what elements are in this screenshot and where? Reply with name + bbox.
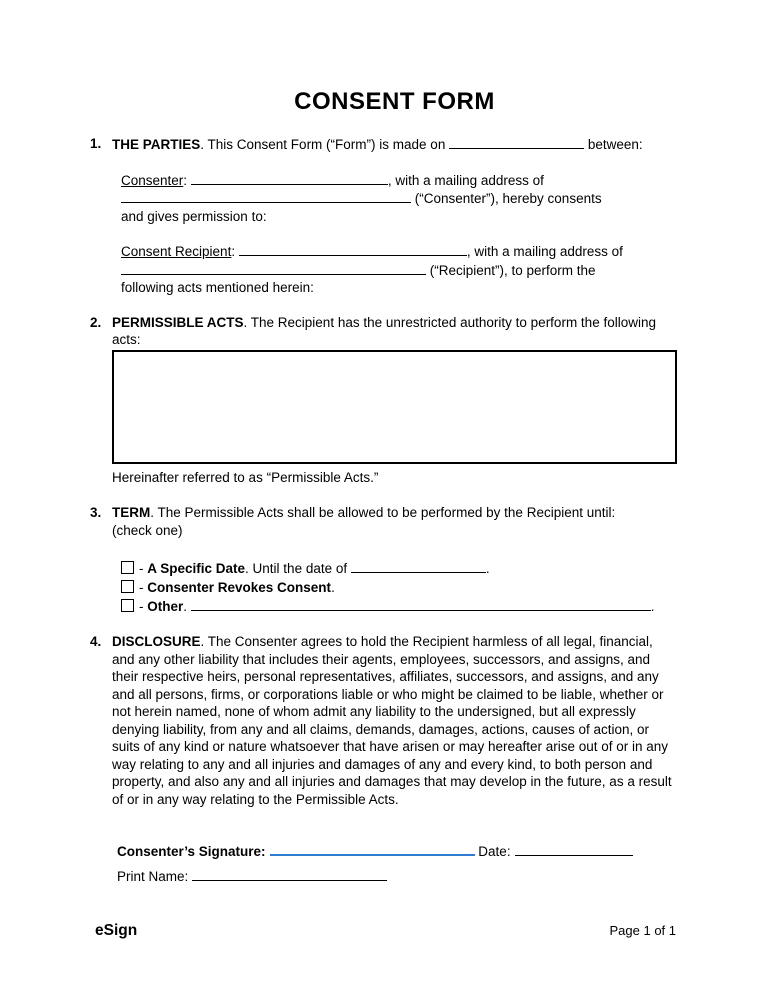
- consenter-line2: [121, 189, 677, 208]
- consenter-line3: and gives permission to:: [121, 208, 267, 224]
- recipient-colon: :: [231, 244, 239, 259]
- consenter-line2-tail: (“Consenter”), hereby consents: [411, 191, 602, 206]
- permissible-acts-heading: PERMISSIBLE ACTS: [112, 314, 244, 330]
- consenter-name-blank[interactable]: [191, 171, 388, 185]
- term-text: . The Permissible Acts shall be allowed to be performed by the Recipient until:: [150, 505, 616, 520]
- recipient-label: Consent Recipient: [121, 244, 232, 259]
- signature-label: Consenter’s Signature:: [117, 844, 266, 859]
- section-number: 2.: [90, 314, 102, 330]
- option-tail: .: [650, 599, 655, 614]
- date-label: Date:: [478, 844, 511, 859]
- page-footer: [95, 922, 676, 940]
- permissible-acts-note: Hereinafter referred to as “Permissible Acts.”: [112, 469, 379, 485]
- term-check-one: (check one): [112, 522, 183, 538]
- page-title: CONSENT FORM: [294, 88, 495, 115]
- made-on-date-blank[interactable]: [449, 135, 584, 149]
- disclosure-text: . The Consenter agrees to hold the Recipient harmless of all legal, financial, and any other liability that includes their agents, employees, successors, and assigns, and their respective heirs, personal representatives, affiliates, successors, and assigns, and any and all persons, firms, or corporations liable or who might be claimed to be liable, whether or not herein named, none of whom admit any liability to the undersigned, but all expressly denying liability, from any and all claims, demands, damages, actions, causes of action, or suits of any kind or nature whatsoever that have arisen or may hereafter arise out of or in any way relating to any and all injuries and damages of any and every kind, to both person and property, and also any and all injuries and damages that may develop in the future, as a result of or in any way relating to the Permissible Acts.: [112, 634, 672, 807]
- option-label-other: Other: [147, 599, 184, 614]
- page-number: Page 1 of 1: [609, 923, 676, 938]
- other-term-blank[interactable]: [191, 597, 651, 611]
- recipient-block: [121, 242, 677, 297]
- checkbox-other[interactable]: [121, 599, 134, 612]
- print-name-row: [117, 867, 677, 886]
- recipient-address-blank[interactable]: [121, 261, 426, 275]
- signature-row: [117, 841, 677, 861]
- consenter-address-blank[interactable]: [121, 189, 411, 203]
- consenter-colon: :: [183, 172, 191, 188]
- recipient-line2-tail: (“Recipient”), to perform the: [426, 262, 596, 278]
- term-option-revoke: [121, 578, 677, 597]
- section-term: [90, 504, 677, 616]
- consenter-line1-tail: , with a mailing address of: [387, 172, 544, 188]
- consenter-line1: [121, 171, 677, 190]
- recipient-name-blank[interactable]: [239, 242, 467, 256]
- option-label-revoke: Consenter Revokes Consent: [147, 580, 332, 595]
- term-option-specific-date: [121, 559, 677, 578]
- recipient-line1-tail: , with a mailing address of: [466, 244, 623, 259]
- parties-intro-text: . This Consent Form (“Form”) is made on: [200, 137, 450, 152]
- option-tail: .: [485, 561, 490, 576]
- consenter-signature-field[interactable]: [270, 841, 475, 856]
- section-number: 1.: [90, 136, 102, 151]
- section-number: 3.: [90, 505, 102, 520]
- term-intro: [112, 504, 677, 539]
- checkbox-specific-date[interactable]: [121, 561, 134, 574]
- term-options: [121, 559, 677, 616]
- recipient-line3: following acts mentioned herein:: [121, 280, 314, 295]
- recipient-line1: [121, 242, 677, 261]
- parties-intro-line: [112, 135, 677, 154]
- print-name-label: Print Name:: [117, 868, 189, 884]
- disclosure-paragraph: [112, 633, 677, 808]
- consenter-label: Consenter: [121, 172, 184, 188]
- print-name-field[interactable]: [192, 867, 387, 881]
- section-disclosure: [90, 633, 677, 808]
- section-permissible-acts: [90, 314, 677, 487]
- specific-date-blank[interactable]: [351, 559, 486, 573]
- term-option-other: [121, 597, 677, 616]
- date-field[interactable]: [515, 842, 633, 856]
- permissible-acts-text: . The Recipient has the unrestricted authority to perform the following acts:: [112, 314, 656, 347]
- option-text: . Until the date of: [245, 561, 351, 576]
- option-text: .: [331, 580, 335, 595]
- section-the-parties: [90, 135, 677, 297]
- permissible-acts-input-box[interactable]: [112, 350, 677, 464]
- recipient-line2: [121, 261, 677, 280]
- parties-intro-tail: between:: [584, 137, 643, 152]
- option-text: .: [183, 599, 191, 614]
- section-number: 4.: [90, 634, 102, 649]
- term-heading: TERM: [112, 505, 151, 520]
- consenter-block: [121, 171, 677, 226]
- option-dash: -: [139, 580, 148, 595]
- option-dash: -: [139, 599, 148, 614]
- parties-heading: THE PARTIES: [112, 137, 201, 152]
- esign-logo: eSign: [95, 922, 138, 939]
- option-dash: -: [139, 561, 148, 576]
- disclosure-heading: DISCLOSURE: [112, 634, 201, 649]
- permissible-acts-intro: [112, 314, 677, 349]
- checkbox-consenter-revokes[interactable]: [121, 580, 134, 593]
- option-label-specific-date: A Specific Date: [147, 561, 246, 576]
